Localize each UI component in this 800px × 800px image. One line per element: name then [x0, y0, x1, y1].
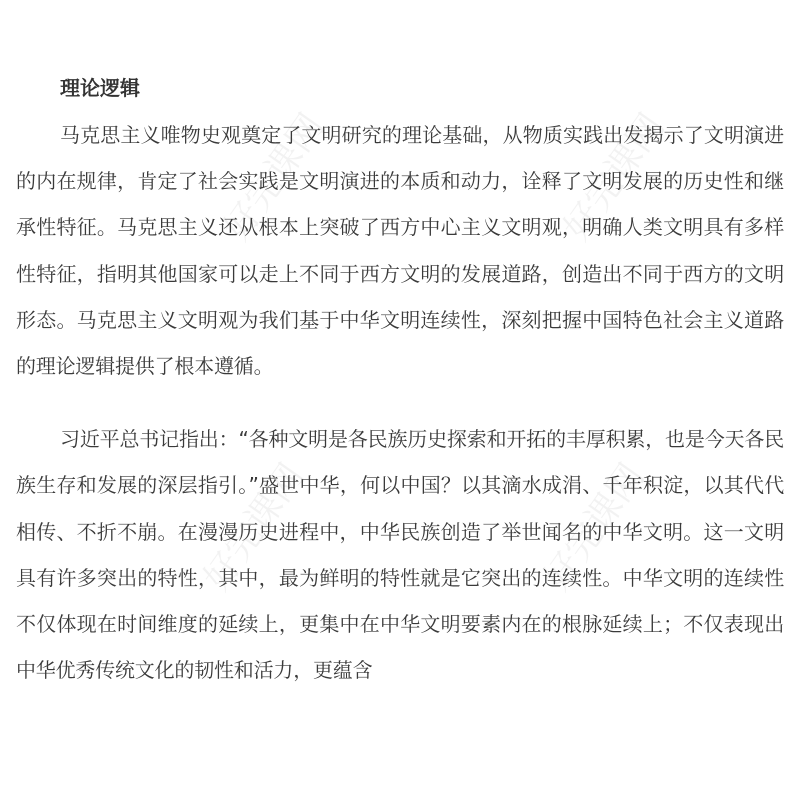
document-body	[16, 68, 784, 693]
paragraph-2: 习近平总书记指出：“各种文明是各民族历史探索和开拓的丰厚积累，也是今天各民族生存和发展的深层指引。”盛世中华，何以中国？以其滴水成涓、千年积淀，以其代代相传、不折不崩。在漫漫历史进程中，中华民族创造了举世闻名的中华文明。这一文明具有许多突出的特性，其中，最为鲜明的特性就是它突出的连续性。中华文明的连续性不仅体现在时间维度的延续上，更集中在中华文明要素内在的根脉延续上；不仅表现出中华优秀传统文化的韧性和活力，更蕴含	[16, 427, 784, 683]
watermark: 好完课网	[196, 456, 313, 598]
paragraph-1: 马克思主义唯物史观奠定了文明研究的理论基础，从物质实践出发揭示了文明演进的内在规律，肯定了社会实践是文明演进的本质和动力，诠释了文明发展的历史性和继承性特征。马克思主义还从根本上突破了西方中心主义文明观，明确人类文明具有多样性特征，指明其他国家可以走上不同于西方文明的发展道路，创造出不同于西方的文明形态。马克思主义文明观为我们基于中华文明连续性，深刻把握中国特色社会主义道路的理论逻辑提供了根本遵循。	[16, 123, 784, 379]
watermark: 好完课网	[536, 456, 653, 598]
section-heading: 理论逻辑	[60, 76, 140, 100]
watermark: 好完课网	[556, 106, 673, 248]
watermark: 好完课网	[216, 106, 333, 248]
